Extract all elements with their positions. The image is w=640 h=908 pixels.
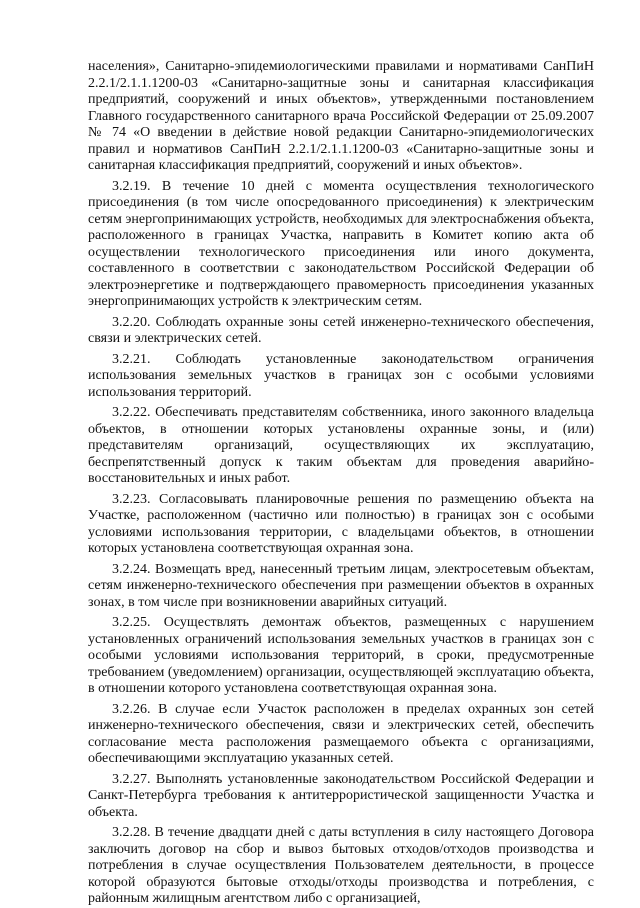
clause-3-2-24: 3.2.24. Возмещать вред, нанесенный третьим лицам, электросетевым объектам, сетям инженерно-технического обеспечения при размещении объектов в охранных зонах, в том числе при возникновении аварийных ситуаций. xyxy=(88,561,594,610)
clause-3-2-20: 3.2.20. Соблюдать охранные зоны сетей инженерно-технического обеспечения, связи и электрических сетей. xyxy=(88,314,594,346)
clause-3-2-22: 3.2.22. Обеспечивать представителям собственника, иного законного владельца объектов, в отношении которых установлены охранные зоны, и (или) представителям организаций, осуществляющих их эксплуатацию, беспрепятственный допуск к таким объектам для проведения аварийно-восстановительных и иных работ. xyxy=(88,405,594,486)
clause-3-2-23: 3.2.23. Согласовывать планировочные решения по размещению объекта на Участке, расположенном (частично или полностью) в границах зон с особыми условиями использования территории, с владельцами объектов, в отношении которых установлена соответствующая охранная зона. xyxy=(88,491,594,556)
clause-3-2-21: 3.2.21. Соблюдать установленные законодательством ограничения использования земельных участков в границах зон с особыми условиями использования территорий. xyxy=(88,351,594,400)
document-page xyxy=(88,59,594,908)
clause-3-2-27: 3.2.27. Выполнять установленные законодательством Российской Федерации и Санкт-Петербурга требования к антитеррористической защищенности Участка и объекта. xyxy=(88,771,594,820)
clause-3-2-28: 3.2.28. В течение двадцати дней с даты вступления в силу настоящего Договора заключить договор на сбор и вывоз бытовых отходов/отходов производства и потребления в случае осуществления Пользователем деятельности, в процессе которой образуются бытовые отходы/отходы производства и потребления, с районным жилищным агентством либо с организацией, xyxy=(88,825,594,906)
clause-3-2-19: 3.2.19. В течение 10 дней с момента осуществления технологического присоединения (в том числе опосредованного присоединения) к электрическим сетям энергопринимающих устройств, необходимых для электроснабжения объекта, расположенного в границах Участка, направить в Комитет копию акта об осуществлении технологического присоединения или иного документа, составленного в соответствии с законодательством Российской Федерации об электроэнергетике и подтверждающего правомерность присоединения указанных энергопринимающих устройств к электрическим сетям. xyxy=(88,178,594,309)
paragraph-continuation: населения», Санитарно-эпидемиологическими правилами и нормативами СанПиН 2.2.1/2.1.1.1200-03 «Санитарно-защитные зоны и санитарная классификация предприятий, сооружений и иных объектов», утвержденными постановлением Главного государственного санитарного врача Российской Федерации от 25.09.2007 № 74 «О введении в действие новой редакции Санитарно-эпидемиологических правил и нормативов СанПиН 2.2.1/2.1.1.1200-03 «Санитарно-защитные зоны и санитарная классификация предприятий, сооружений и иных объектов». xyxy=(88,59,594,173)
clause-3-2-25: 3.2.25. Осуществлять демонтаж объектов, размещенных с нарушением установленных ограничений использования земельных участков в границах зон с особыми условиями использования территорий, в сроки, предусмотренные требованием (уведомлением) организации, осуществляющей эксплуатацию объекта, в отношении которого установлена соответствующая охранная зона. xyxy=(88,615,594,696)
clause-3-2-26: 3.2.26. В случае если Участок расположен в пределах охранных зон сетей инженерно-технического обеспечения, связи и электрических сетей, обеспечить согласование места расположения размещаемого объекта с организациями, обеспечивающими эксплуатацию указанных сетей. xyxy=(88,701,594,766)
